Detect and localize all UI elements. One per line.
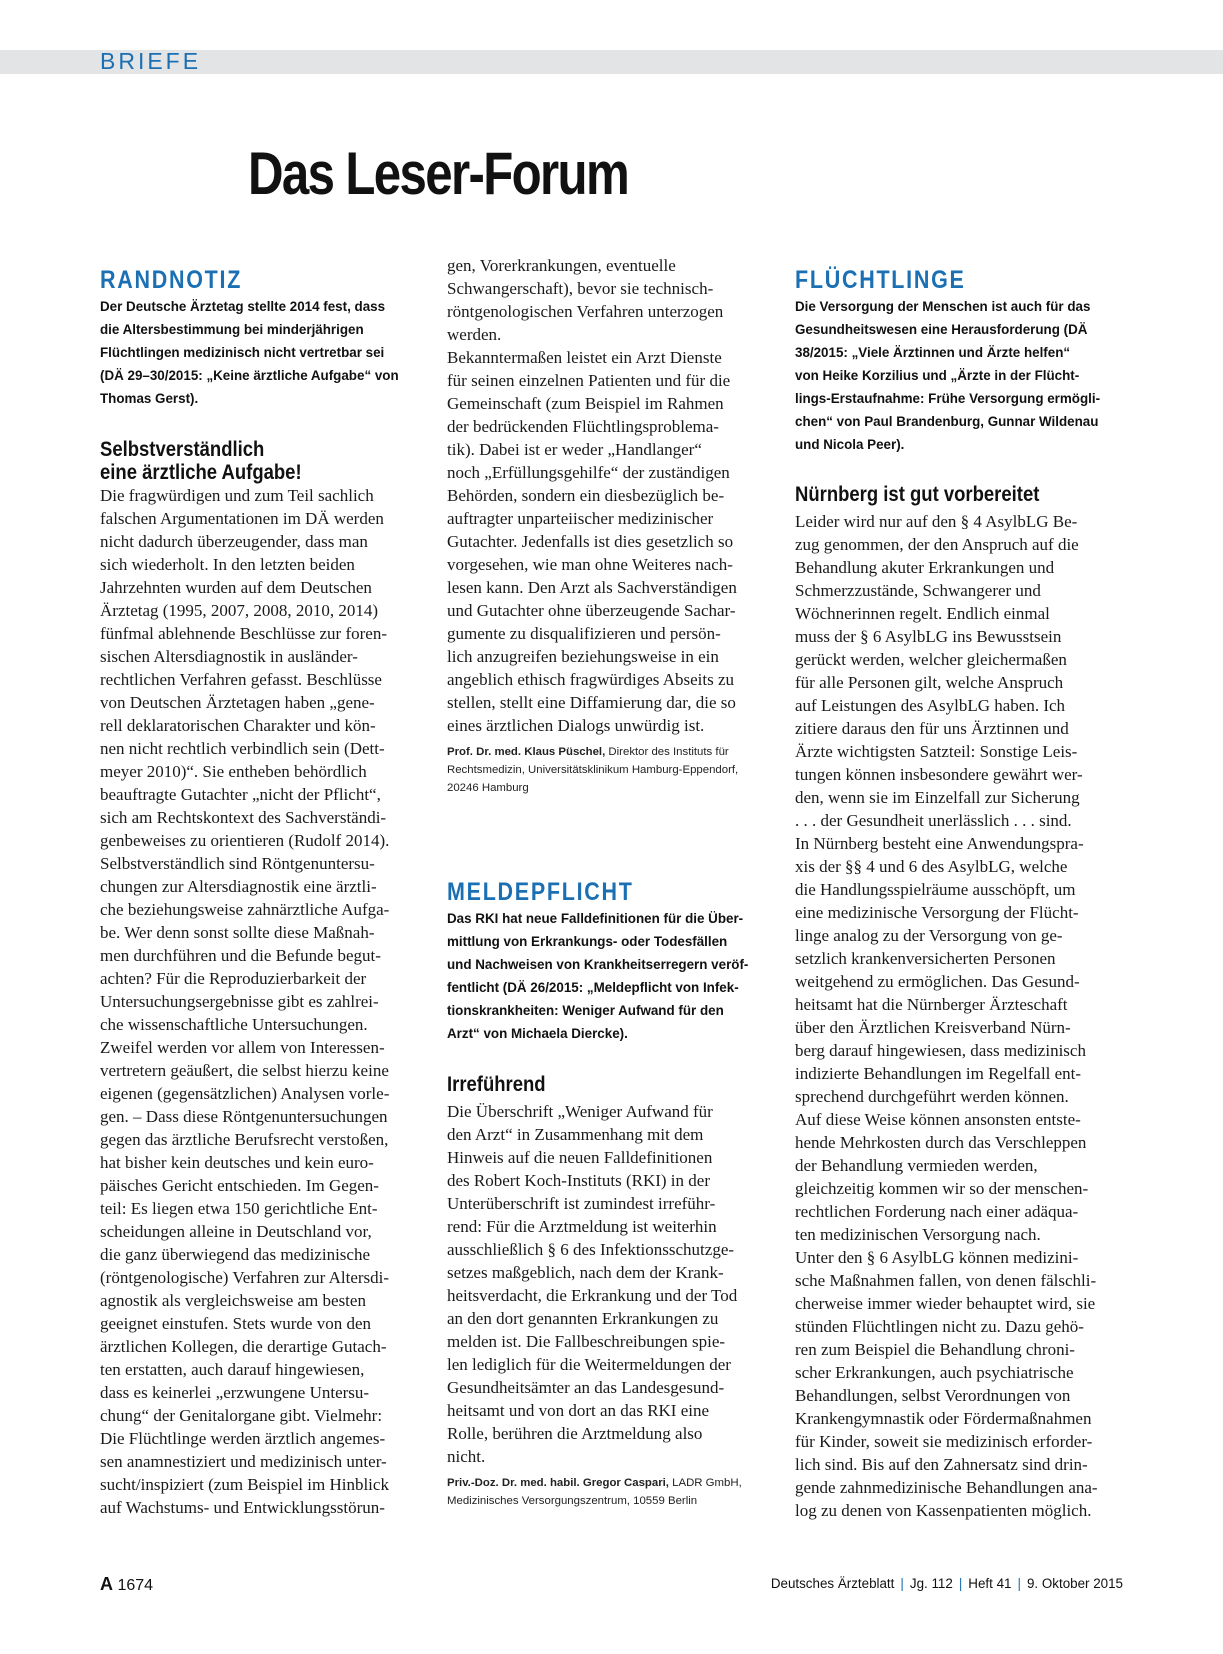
text-line: päisches Gericht entschieden. Im Gegen- xyxy=(100,1176,379,1195)
text-line: fünfmal ablehnende Beschlüsse zur foren- xyxy=(100,624,387,643)
text-line: Leider wird nur auf den § 4 AsylbLG Be- xyxy=(795,512,1078,531)
text-line: Auf diese Weise können ansonsten entste- xyxy=(795,1110,1081,1129)
text-line: lich anzugreifen beziehungsweise in ein xyxy=(447,647,719,666)
letter-body-irrefuehrend xyxy=(447,1100,774,1468)
text-line: ten medizinischen Versorgung nach. xyxy=(795,1225,1041,1244)
text-line: lich sind. Bis auf den Zahnersatz sind drin- xyxy=(795,1455,1088,1474)
text-line: Behandlung akuter Erkrankungen und xyxy=(795,558,1055,577)
author-pueschel-role: Direktor des Instituts für xyxy=(605,746,729,758)
rubric-meldepflicht: MELDEPFLICHT xyxy=(447,878,634,906)
text-line: setzes maßgeblich, nach dem der Krank- xyxy=(447,1263,724,1282)
text-line: die ganz überwiegend das medizinische xyxy=(100,1245,371,1264)
text-line: Ärztetag (1995, 2007, 2008, 2010, 2014) xyxy=(100,601,379,620)
text-line: chungen zur Altersdiagnostik eine ärztli- xyxy=(100,877,377,896)
text-line: für seinen einzelnen Patienten und für die xyxy=(447,371,731,390)
text-line: falschen Argumentationen im DÄ werden xyxy=(100,509,384,528)
text-line: chung“ der Genitalorgane gibt. Vielmehr: xyxy=(100,1406,383,1425)
section-label: BRIEFE xyxy=(100,48,202,74)
text-line: rend: Für die Arztmeldung ist weiterhin xyxy=(447,1217,717,1236)
text-line: ausschließlich § 6 des Infektionsschutzge- xyxy=(447,1240,735,1259)
text-line: ren zum Beispiel die Behandlung chroni- xyxy=(795,1340,1075,1359)
headline-nuernberg: Nürnberg ist gut vorbereitet xyxy=(795,483,1040,506)
text-line: meyer 2010)“. Sie entheben behördlich xyxy=(100,762,367,781)
text-line: auf Wachstums- und Entwicklungsstörun- xyxy=(100,1498,385,1517)
text-line: . . . der Gesundheit unerlässlich . . . sind. xyxy=(795,811,1072,830)
text-line: Flüchtlingen medizinisch nicht vertretbar sei xyxy=(100,345,385,360)
text-line: und Nachweisen von Krankheitserregern veröf- xyxy=(447,957,749,972)
text-line: achten? Für die Reproduzierbarkeit der xyxy=(100,969,367,988)
letter-body-altersdiagnostik xyxy=(100,484,427,1519)
text-line: In Nürnberg besteht eine Anwendungspra- xyxy=(795,834,1084,853)
page-number xyxy=(100,1572,153,1598)
text-line: gumente zu disqualifizieren und persön- xyxy=(447,624,721,643)
text-line: setzlich krankenversicherten Personen xyxy=(795,949,1056,968)
author-caspari-affiliation xyxy=(447,1492,774,1510)
text-line: eigenen (gegensätzlichen) Analysen vorle- xyxy=(100,1084,390,1103)
journal-info xyxy=(771,1573,1123,1595)
text-line: röntgenologischen Verfahren unterzogen xyxy=(447,302,724,321)
text-line: lesen kann. Den Arzt als Sachverständigen xyxy=(447,578,737,597)
text-line: der Behandlung vermieden werden, xyxy=(795,1156,1038,1175)
text-line: Schwangerschaft), bevor sie technisch- xyxy=(447,279,714,298)
text-line: linge analog zu der Versorgung von ge- xyxy=(795,926,1063,945)
intro-fluechtlinge xyxy=(795,295,1122,456)
text-line: Arzt“ von Michaela Diercke). xyxy=(447,1026,628,1041)
text-line: gen. – Dass diese Röntgenuntersuchungen xyxy=(100,1107,388,1126)
author-pueschel-affiliation xyxy=(447,761,774,797)
text-line: den Arzt“ in Zusammenhang mit dem xyxy=(447,1125,704,1144)
text-line: zitiere daraus den für uns Ärztinnen und xyxy=(795,719,1069,738)
page-title: Das Leser-Forum xyxy=(248,140,629,207)
text-line: indizierte Behandlungen im Regelfall ent- xyxy=(795,1064,1082,1083)
text-line: cherweise immer wieder behauptet wird, sie xyxy=(795,1294,1096,1313)
headline-irrefuehrend: Irreführend xyxy=(447,1073,546,1096)
author-caspari-role: LADR GmbH, xyxy=(668,1477,742,1489)
text-line: lings-Erstaufnahme: Frühe Versorgung ermögli- xyxy=(795,391,1101,406)
text-line: be. Wer denn sonst sollte diese Maßnah- xyxy=(100,923,375,942)
text-line: Die Überschrift „Weniger Aufwand für xyxy=(447,1102,713,1121)
text-line: genbeweises zu orientieren (Rudolf 2014). xyxy=(100,831,390,850)
text-line: chen“ von Paul Brandenburg, Gunnar Wildenau xyxy=(795,414,1099,429)
column-middle xyxy=(447,254,774,1510)
text-line: log zu denen von Kassenpatienten möglich. xyxy=(795,1501,1092,1520)
text-line: nicht dadurch überzeugender, dass man xyxy=(100,532,368,551)
text-line: Das RKI hat neue Falldefinitionen für die Über- xyxy=(447,911,744,926)
text-line: vorgesehen, wie man ohne Weiteres nach- xyxy=(447,555,733,574)
text-line: den, wenn sie im Einzelfall zur Sicherung xyxy=(795,788,1080,807)
text-line: scher Erkrankungen, auch psychiatrische xyxy=(795,1363,1074,1382)
text-line: auf Leistungen des AsylbLG haben. Ich xyxy=(795,696,1066,715)
page-prefix: A xyxy=(100,1574,113,1594)
text-line: Hinweis auf die neuen Falldefinitionen xyxy=(447,1148,713,1167)
text-line: sischen Altersdiagnostik in ausländer- xyxy=(100,647,358,666)
text-line: die Altersbestimmung bei minderjährigen xyxy=(100,322,364,337)
separator: | xyxy=(958,1576,963,1591)
text-line: Selbstverständlich sind Röntgenuntersu- xyxy=(100,854,375,873)
text-line: gleichzeitig kommen wir so der menschen- xyxy=(795,1179,1089,1198)
journal-name: Deutsches Ärzteblatt xyxy=(770,1576,895,1591)
text-line: heitsamt hat die Nürnberger Ärzteschaft xyxy=(795,995,1068,1014)
text-line: heitsverdacht, die Erkrankung und der Tod xyxy=(447,1286,738,1305)
text-line: und Nicola Peer). xyxy=(795,437,905,452)
text-line: che beziehungsweise zahnärztliche Aufga- xyxy=(100,900,390,919)
journal-date: 9. Oktober 2015 xyxy=(1026,1576,1123,1591)
text-line: Unter den § 6 AsylbLG können medizini- xyxy=(795,1248,1079,1267)
text-line: sucht/inspiziert (zum Beispiel im Hinblick xyxy=(100,1475,389,1494)
text-line: ten erstatten, auch darauf hingewiesen, xyxy=(100,1360,365,1379)
text-line: che wissenschaftliche Untersuchungen. xyxy=(100,1015,368,1034)
text-line: die Handlungsspielräume ausschöpft, um xyxy=(795,880,1076,899)
text-line: xis der §§ 4 und 6 des AsylbLG, welche xyxy=(795,857,1068,876)
letter-body-continuation xyxy=(447,254,774,737)
text-line: Die fragwürdigen und zum Teil sachlich xyxy=(100,486,374,505)
text-line: Gesundheitsämter an das Landesgesund- xyxy=(447,1378,725,1397)
text-line: Thomas Gerst). xyxy=(100,391,199,406)
text-line: eines ärztlichen Dialogs unwürdig ist. xyxy=(447,716,705,735)
text-line: stellen, stellt eine Diffamierung dar, die so xyxy=(447,693,736,712)
text-line: len lediglich für die Weitermeldungen der xyxy=(447,1355,731,1374)
text-line: werden. xyxy=(447,325,502,344)
author-pueschel-name: Prof. Dr. med. Klaus Püschel, xyxy=(447,746,606,758)
text-line: 20246 Hamburg xyxy=(447,782,529,794)
text-line: tionskrankheiten: Weniger Aufwand für den xyxy=(447,1003,724,1018)
text-line: muss der § 6 AsylbLG ins Bewusstsein xyxy=(795,627,1062,646)
text-line: Behandlungen, selbst Verordnungen von xyxy=(795,1386,1071,1405)
text-line: noch „Erfüllungsgehilfe“ der zuständigen xyxy=(447,463,730,482)
text-line: gerückt werden, welcher gleichermaßen xyxy=(795,650,1067,669)
text-line: Der Deutsche Ärztetag stellte 2014 fest, dass xyxy=(100,299,386,314)
column-left xyxy=(100,265,427,1519)
text-line: berg darauf hingewiesen, dass medizinisch xyxy=(795,1041,1086,1060)
text-line: ärztlichen Kollegen, die derartige Gutach- xyxy=(100,1337,387,1356)
text-line: für Kinder, soweit sie medizinisch erforder- xyxy=(795,1432,1093,1451)
intro-meldepflicht xyxy=(447,907,774,1045)
text-line: Die Flüchtlinge werden ärztlich angemes- xyxy=(100,1429,386,1448)
text-line: hat bisher kein deutsches und kein euro- xyxy=(100,1153,374,1172)
text-line: Untersuchungsergebnisse gibt es zahlrei- xyxy=(100,992,379,1011)
text-line: Gutachter. Jedenfalls ist dies gesetzlich so xyxy=(447,532,734,551)
text-line: stünden Flüchtlingen nicht zu. Dazu gehö- xyxy=(795,1317,1084,1336)
text-line: sche Maßnahmen fallen, von denen fälschli- xyxy=(795,1271,1097,1290)
text-line: rechtlichen Verfahren gefasst. Beschlüsse xyxy=(100,670,382,689)
text-line: zug genommen, der den Anspruch auf die xyxy=(795,535,1079,554)
text-line: von Heike Korzilius und „Ärzte in der Flücht- xyxy=(795,368,1080,383)
separator: | xyxy=(1017,1576,1021,1591)
separator: | xyxy=(900,1576,904,1591)
text-line: Rolle, berühren die Arztmeldung also xyxy=(447,1424,703,1443)
text-line: gegen das ärztliche Berufsrecht verstoßen, xyxy=(100,1130,389,1149)
text-line: scheidungen alleine in Deutschland vor, xyxy=(100,1222,372,1241)
text-line: Behörden, sondern ein diesbezüglich be- xyxy=(447,486,725,505)
text-line: gen, Vorerkrankungen, eventuelle xyxy=(447,256,676,275)
text-line: tungen können insbesondere gewährt wer- xyxy=(795,765,1083,784)
text-line: auftragter unparteiischer medizinischer xyxy=(447,509,714,528)
text-line: über den Ärztlichen Kreisverband Nürn- xyxy=(795,1018,1071,1037)
text-line: weitgehend zu ermöglichen. Das Gesund- xyxy=(795,972,1080,991)
text-line: Wöchnerinnen regelt. Endlich einmal xyxy=(795,604,1050,623)
text-line: agnostik als vergleichsweise am besten xyxy=(100,1291,366,1310)
text-line: beauftragte Gutachter „nicht der Pflicht“, xyxy=(100,785,381,804)
text-line: teil: Es liegen etwa 150 gerichtliche Ent- xyxy=(100,1199,378,1218)
text-line: rechtlichen Forderung nach einer adäqua- xyxy=(795,1202,1079,1221)
text-line: Krankengymnastik oder Fördermaßnahmen xyxy=(795,1409,1092,1428)
intro-randnotiz xyxy=(100,295,427,410)
author-caspari xyxy=(447,1474,774,1510)
text-line: 38/2015: „Viele Ärztinnen und Ärzte helfen“ xyxy=(795,345,1071,360)
text-line: an den dort genannten Erkrankungen zu xyxy=(447,1309,719,1328)
text-line: fentlicht (DÄ 26/2015: „Meldepflicht von Infek- xyxy=(447,980,739,995)
text-line: tik). Dabei ist er weder „Handlanger“ xyxy=(447,440,702,459)
text-line: Schmerzzustände, Schwangerer und xyxy=(795,581,1041,600)
text-line: von Deutschen Ärztetagen haben „gene- xyxy=(100,693,375,712)
letter-body-nuernberg xyxy=(795,510,1122,1522)
text-line: sich wiederholt. In den letzten beiden xyxy=(100,555,355,574)
text-line: rell deklaratorischen Charakter und kön- xyxy=(100,716,376,735)
text-line: Medizinisches Versorgungszentrum, 10559 Berlin xyxy=(447,1495,698,1507)
text-line: Ärzte wichtigsten Satzteil: Sonstige Leis- xyxy=(795,742,1078,761)
rubric-fluechtlinge: FLÜCHTLINGE xyxy=(795,266,966,294)
text-line: für alle Personen gilt, welche Anspruch xyxy=(795,673,1064,692)
rubric-randnotiz: RANDNOTIZ xyxy=(100,266,243,294)
text-line: (DÄ 29–30/2015: „Keine ärztliche Aufgabe“ von xyxy=(100,368,399,383)
text-line: mittlung von Erkrankungs- oder Todesfällen xyxy=(447,934,728,949)
text-line: heitsamt und von dort an das RKI eine xyxy=(447,1401,710,1420)
text-line: Bekanntermaßen leistet ein Arzt Dienste xyxy=(447,348,722,367)
text-line: Zweifel werden vor allem von Interessen- xyxy=(100,1038,385,1057)
text-line: geeignet einstufen. Stets wurde von den xyxy=(100,1314,371,1333)
journal-volume: Jg. 112 xyxy=(909,1576,953,1591)
journal-issue: Heft 41 xyxy=(968,1576,1012,1591)
text-line: Gemeinschaft (zum Beispiel im Rahmen xyxy=(447,394,724,413)
text-line: gende zahnmedizinische Behandlungen ana- xyxy=(795,1478,1098,1497)
text-line: hende Mehrkosten durch das Verschleppen xyxy=(795,1133,1087,1152)
page-number-value: 1674 xyxy=(117,1577,154,1594)
text-line: Die Versorgung der Menschen ist auch für das xyxy=(795,299,1091,314)
text-line: der bedrückenden Flüchtlingsproblema- xyxy=(447,417,719,436)
text-line: Jahrzehnten wurden auf dem Deutschen xyxy=(100,578,372,597)
text-line: (röntgenologische) Verfahren zur Altersdi- xyxy=(100,1268,390,1287)
text-line: vertretern geäußert, die selbst hierzu keine xyxy=(100,1061,389,1080)
headline-line-1: Selbstverständlich xyxy=(100,438,265,461)
text-line: eine medizinische Versorgung der Flücht- xyxy=(795,903,1079,922)
author-pueschel xyxy=(447,743,774,797)
text-line: angeblich ethisch fragwürdiges Abseits zu xyxy=(447,670,735,689)
text-line: sen anamnestiziert und medizinisch unter- xyxy=(100,1452,387,1471)
author-caspari-name: Priv.-Doz. Dr. med. habil. Gregor Caspari, xyxy=(447,1477,669,1489)
text-line: sprechend durchgeführt werden können. xyxy=(795,1087,1069,1106)
column-right xyxy=(795,265,1122,1522)
text-line: melden ist. Die Fallbeschreibungen spie- xyxy=(447,1332,726,1351)
text-line: nicht. xyxy=(447,1447,486,1466)
text-line: nen nicht rechtlich verbindlich sein (Dett- xyxy=(100,739,385,758)
text-line: Gesundheitswesen eine Herausforderung (DÄ xyxy=(795,322,1088,337)
text-line: des Robert Koch-Instituts (RKI) in der xyxy=(447,1171,710,1190)
text-line: und Gutachter ohne überzeugende Sachar- xyxy=(447,601,736,620)
headline-line-2: eine ärztliche Aufgabe! xyxy=(100,461,302,484)
text-line: Rechtsmedizin, Universitätsklinikum Hamburg-Eppendorf, xyxy=(447,764,739,776)
text-line: dass es keinerlei „erzwungene Untersu- xyxy=(100,1383,370,1402)
text-line: Unterüberschrift ist zumindest irreführ- xyxy=(447,1194,716,1213)
text-line: sich am Rechtskontext des Sachverständi- xyxy=(100,808,387,827)
text-line: men durchführen und die Befunde begut- xyxy=(100,946,381,965)
